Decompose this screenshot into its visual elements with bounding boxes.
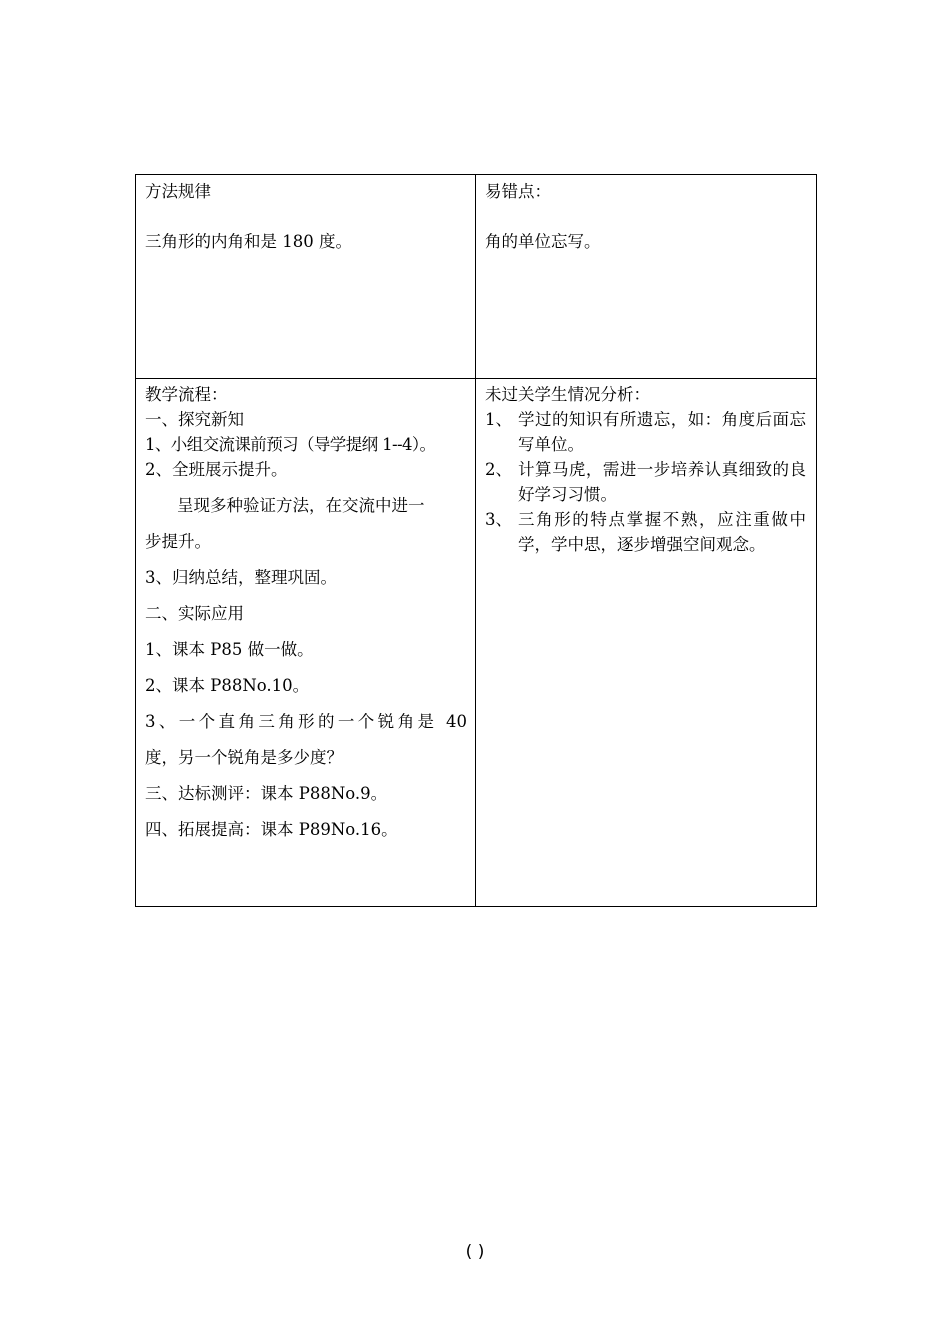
list-item <box>485 407 806 457</box>
flow-line: 一、探究新知 <box>145 410 244 429</box>
list-item <box>485 457 806 507</box>
method-cell <box>136 175 476 379</box>
flow-line: 步提升。 <box>145 532 211 551</box>
analysis-item-text: 学过的知识有所遗忘，如：角度后面忘写单位。 <box>518 410 806 454</box>
flow-line: 三、达标测评：课本 P88No.9。 <box>145 784 388 803</box>
analysis-heading: 未过关学生情况分析： <box>485 385 650 404</box>
analysis-item-number: 1、 <box>485 410 512 429</box>
errors-cell <box>476 175 817 379</box>
errors-text: 角的单位忘写。 <box>485 232 601 251</box>
list-item <box>485 507 806 557</box>
flow-line: 2、全班展示提升。 <box>145 460 288 479</box>
flow-line: 度，另一个锐角是多少度？ <box>145 748 343 767</box>
flow-heading: 教学流程： <box>145 385 228 404</box>
flow-line: 3、归纳总结，整理巩固。 <box>145 568 337 587</box>
flow-line: 1、小组交流课前预习（导学提纲 1--4）。 <box>145 435 436 454</box>
flow-line: 呈现多种验证方法，在交流中进一 <box>177 496 425 515</box>
analysis-item-text: 三角形的特点掌握不熟，应注重做中学，学中思，逐步增强空间观念。 <box>518 510 806 554</box>
page-footer: ( ) <box>465 1242 485 1262</box>
flow-cell <box>136 379 476 907</box>
analysis-cell <box>476 379 817 907</box>
flow-line: 2、课本 P88No.10。 <box>145 676 310 695</box>
analysis-item-text: 计算马虎，需进一步培养认真细致的良好学习习惯。 <box>518 460 806 504</box>
analysis-item-number: 3、 <box>485 510 512 529</box>
table-row <box>136 175 817 379</box>
lesson-plan-table <box>135 174 817 907</box>
errors-heading: 易错点： <box>485 182 551 201</box>
analysis-item-number: 2、 <box>485 460 512 479</box>
table-row <box>136 379 817 907</box>
method-text: 三角形的内角和是 180 度。 <box>145 232 352 251</box>
flow-line: 1、课本 P85 做一做。 <box>145 640 314 659</box>
flow-line: 二、实际应用 <box>145 604 244 623</box>
flow-line: 3、一个直角三角形的一个锐角是 40 <box>145 712 467 731</box>
method-heading: 方法规律 <box>145 182 211 201</box>
flow-line: 四、拓展提高：课本 P89No.16。 <box>145 820 398 839</box>
